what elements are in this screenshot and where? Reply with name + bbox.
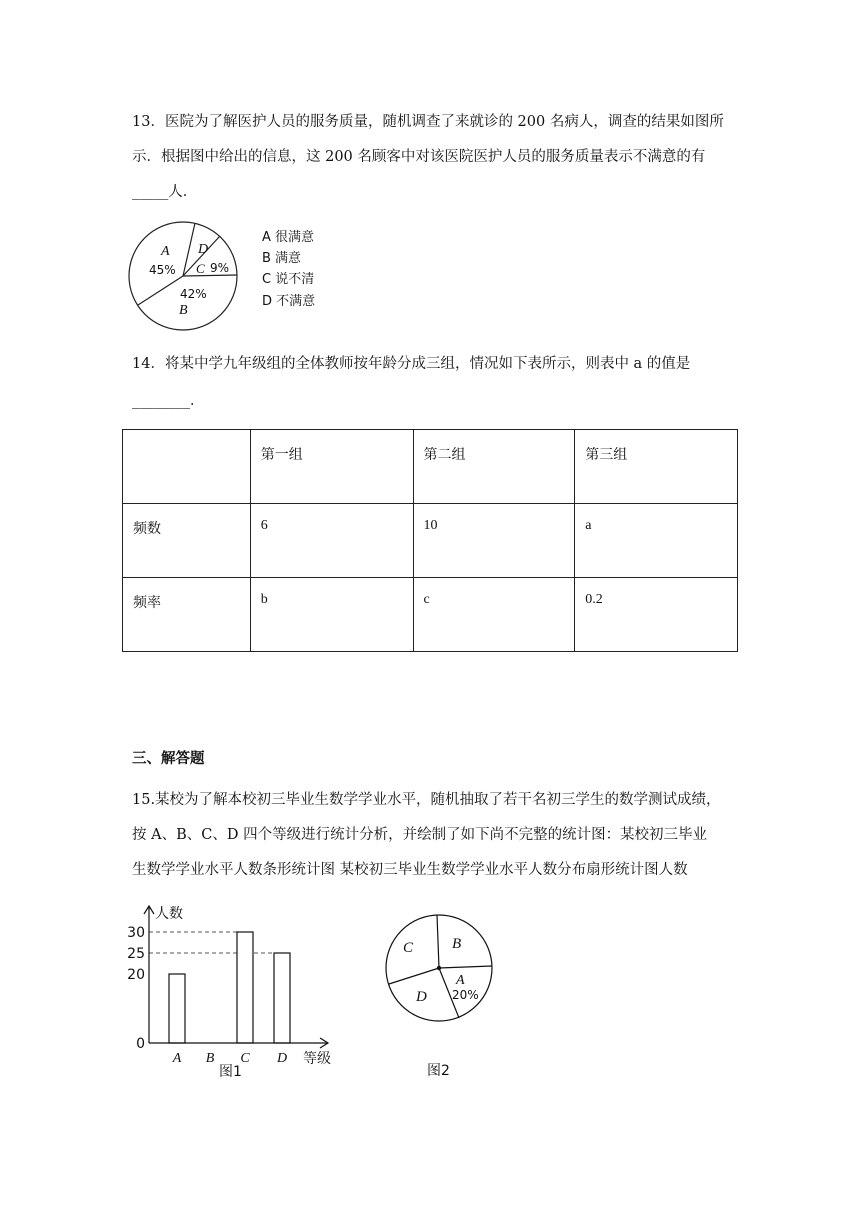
- q15-line2: 按 A、B、C、D 四个等级进行统计分析，并绘制了如下尚不完整的统计图：某校初三毕业: [132, 827, 708, 843]
- q13-slice-a-label: A: [161, 244, 170, 259]
- q13-pie-divider: [138, 276, 183, 305]
- table-cell: 6: [250, 504, 413, 578]
- bar-c: [237, 932, 253, 1043]
- q13-pie-divider: [183, 275, 237, 276]
- q13-slice-c-label: C: [196, 261, 205, 276]
- table-cell: 0.2: [575, 578, 738, 652]
- x-tick-label: B: [205, 1051, 215, 1066]
- table-cell: 频数: [123, 504, 251, 578]
- pie-divider: [439, 966, 492, 968]
- pie-divider: [437, 915, 439, 968]
- x-tick-label: C: [240, 1051, 250, 1066]
- y-axis-label: 人数: [155, 906, 183, 922]
- q14-line2: ________．: [132, 393, 205, 409]
- q15-line1: 15.某校为了解本校初三毕业生数学学业水平，随机抽取了若干名初三学生的数学测试成绩，: [132, 792, 721, 808]
- q15-line3: 生数学学业水平人数条形统计图 某校初三毕业生数学学业水平人数分布扇形统计图人数: [132, 862, 688, 878]
- pie-annotation-a-pct: 20%: [452, 988, 479, 1002]
- q15-pie-chart: [385, 910, 505, 1079]
- table-row: [123, 504, 738, 578]
- pie-center-dot: [437, 966, 441, 970]
- pie-label-b: B: [452, 936, 462, 952]
- q13-legend-item: A 很满意: [262, 230, 315, 245]
- q14-line1: 14．将某中学九年级组的全体教师按年龄分成三组，情况如下表所示，则表中 a 的值是: [132, 356, 691, 372]
- q13-legend-item: B 满意: [262, 251, 302, 266]
- q13-slice-c-pct: 9%: [210, 261, 230, 275]
- figure-caption: 图2: [427, 1063, 450, 1079]
- y-tick-label: 30: [127, 925, 145, 941]
- q13-legend-item: D 不满意: [262, 294, 316, 309]
- table-row: [123, 578, 738, 652]
- pie-label-a: A: [456, 973, 465, 988]
- q13-line3: _____人．: [132, 184, 198, 200]
- table-cell: 第一组: [250, 430, 413, 504]
- x-tick-label: D: [276, 1051, 288, 1066]
- table-cell: 第二组: [413, 430, 575, 504]
- q13-line1: 13．医院为了解医护人员的服务质量，随机调查了来就诊的 200 名病人，调查的结果如图所: [132, 114, 724, 130]
- y-tick-label: 0: [136, 1036, 145, 1052]
- x-axis-label: 等级: [303, 1051, 331, 1067]
- q15-bar-chart: [125, 900, 370, 1085]
- section-heading: 三、解答题: [132, 750, 205, 767]
- pie-label-d: D: [416, 989, 427, 1005]
- table-cell: [123, 430, 251, 504]
- figure-caption: 图1: [219, 1064, 242, 1080]
- y-tick-label: 20: [127, 967, 145, 983]
- table-cell: 第三组: [575, 430, 738, 504]
- q13-line2: 示．根据图中给出的信息，这 200 名顾客中对该医院医护人员的服务质量表示不满意的有: [132, 149, 706, 165]
- q13-pie-divider: [183, 223, 195, 276]
- q13-legend-item: C 说不清: [262, 272, 315, 287]
- x-tick-label: A: [172, 1051, 182, 1066]
- pie-label-c: C: [403, 940, 414, 956]
- q13-slice-d-label: D: [198, 242, 209, 257]
- table-cell: 10: [413, 504, 575, 578]
- table-cell: b: [250, 578, 413, 652]
- q13-slice-a-pct: 45%: [149, 263, 176, 277]
- pie-divider: [389, 968, 439, 984]
- bar-d: [274, 953, 290, 1043]
- q13-slice-b-label: B: [179, 303, 188, 318]
- table-cell: 频率: [123, 578, 251, 652]
- y-tick-label: 25: [127, 946, 145, 962]
- q13-pie-chart: [128, 221, 343, 331]
- table-header-row: [123, 430, 738, 504]
- q14-frequency-table: [122, 429, 738, 652]
- q13-slice-b-pct: 42%: [180, 287, 207, 301]
- bar-a: [169, 974, 185, 1043]
- table-cell: a: [575, 504, 738, 578]
- table-cell: c: [413, 578, 575, 652]
